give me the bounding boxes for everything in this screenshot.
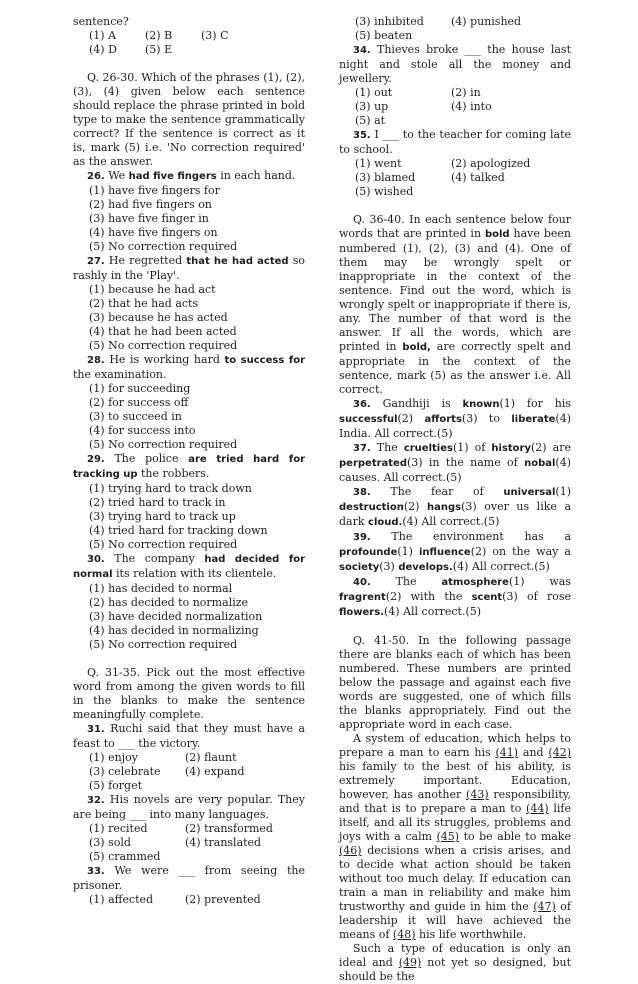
question-35: 35. I ___ to the teacher for coming late to school. (1) went (2) apologized (3) blamed (4) talked (5) wished	[339, 128, 571, 198]
option: (4) that he had been acted	[89, 325, 237, 338]
bold-word: flowers.	[339, 607, 384, 618]
question-33: 33. We were ___ from seeing the prisoner. (1) affected (2) prevented	[73, 864, 305, 906]
question-39	[339, 530, 571, 575]
question-number: 31.	[87, 724, 105, 735]
options	[73, 822, 305, 864]
bold-word: known	[462, 399, 500, 410]
text-segment: (1) was	[508, 575, 571, 588]
option: (5) No correction required	[89, 339, 238, 352]
bold-word: scent	[471, 592, 503, 603]
text-segment: The fear of	[390, 485, 504, 498]
options	[73, 382, 305, 452]
bold-phrase: had five fingers	[128, 171, 217, 182]
blank-number: (42)	[548, 746, 571, 759]
blank-number: (49)	[398, 956, 422, 969]
option: (3) have decided normalization	[89, 610, 263, 623]
option: (3) blamed	[355, 171, 416, 184]
option: (1) for succeeding	[89, 382, 191, 395]
text-segment: (2) on the way a	[470, 545, 571, 558]
option: (2) for success off	[89, 396, 189, 409]
option: (5) No correction required	[89, 438, 238, 451]
option: (4) into	[451, 100, 492, 113]
question-number: 36.	[353, 399, 371, 410]
option: (5) No correction required	[89, 240, 238, 253]
bold-word: cloud.	[368, 517, 403, 528]
bold-phrase: are tried hard for tracking up	[73, 454, 306, 480]
option: (5) No correction required	[89, 638, 238, 651]
bold-word: society	[339, 562, 380, 573]
text-segment: Such a type of education is only an ideal and	[339, 942, 571, 969]
option: (2) apologized	[451, 157, 531, 170]
options	[73, 893, 305, 907]
question-40	[339, 575, 571, 620]
question-number: 27.	[87, 256, 105, 267]
question-number: 37.	[353, 443, 371, 454]
option: (4) has decided in normalizing	[89, 624, 259, 637]
text-segment: (3) of rose	[502, 590, 571, 603]
option: (3) up	[355, 100, 389, 113]
option: (3) have five finger in	[89, 212, 209, 225]
options	[339, 157, 571, 199]
text-segment: Gandhiji is	[382, 397, 463, 410]
question-32: 32. His novels are very popular. They are being ___ into many languages. (1) recited (2) transformed (3) sold (4) translated (5) crammed	[73, 793, 305, 863]
bold-phrase: that he had acted	[186, 256, 289, 267]
text-segment: life itself, and all its struggles, problems and joys with a calm	[339, 802, 571, 843]
question-number: 32.	[87, 795, 105, 806]
bold-word: liberate	[511, 414, 556, 425]
bold-word: perpetrated	[339, 458, 407, 469]
text-segment: responsibility, and that is to prepare a man to	[339, 788, 572, 815]
text-segment: (4) India. All correct.(5)	[339, 412, 571, 440]
text-segment: A system of education, which helps to prepare a man to earn his	[339, 732, 571, 759]
bold-word: destruction	[339, 502, 404, 513]
option: (4) have five fingers on	[89, 226, 218, 239]
text-segment: (3) to	[461, 412, 512, 425]
option: (4) punished	[451, 15, 522, 28]
passage-paragraph	[339, 732, 571, 942]
option: (2) tried hard to track in	[89, 496, 226, 509]
text-segment: (3) over us like a dark	[339, 500, 572, 528]
bold-phrase: to success for	[224, 355, 305, 366]
option: (3) to succeed in	[89, 410, 182, 423]
right-column	[339, 15, 571, 984]
text-segment: (4) causes. All correct.(5)	[339, 456, 571, 484]
bold-word: develops.	[398, 562, 453, 573]
text-segment: (3)	[379, 560, 399, 573]
bold-word: fragrent	[339, 592, 386, 603]
option: (5) beaten	[355, 29, 413, 42]
text-segment: (4) All correct.(5)	[402, 515, 500, 528]
option: (2) that he had acts	[89, 297, 199, 310]
bold-word: successful	[339, 414, 398, 425]
option: (3) because he has acted	[89, 311, 228, 324]
option: (2) has decided to normalize	[89, 596, 249, 609]
bold-word: profounde	[339, 547, 398, 558]
question-38	[339, 485, 571, 530]
question-31: 31. Ruchi said that they must have a feast to ___ the victory. (1) enjoy (2) flaunt (3) celebrate (4) expand (5) forget	[73, 722, 305, 792]
option: (5) at	[355, 114, 386, 127]
option: (1) have five fingers for	[89, 184, 220, 197]
text-segment: (2) are	[531, 441, 571, 454]
question-number: 34.	[353, 45, 371, 56]
bold-word: afforts	[424, 414, 462, 425]
option: (2) transformed	[185, 822, 273, 835]
text-segment: (1) of	[452, 441, 492, 454]
option: (1) recited	[89, 822, 148, 835]
text-segment: (1)	[555, 485, 572, 498]
question-number: 28.	[87, 355, 105, 366]
question-27: 27. He regretted that he had acted so rashly in the 'Play'. (1) because he had act (2) that he had acts (3) because he has acted (4) that he had been acted (5) No correction required	[73, 254, 306, 352]
text-segment: and	[518, 746, 549, 759]
options	[339, 86, 571, 128]
bold-word: influence	[419, 547, 471, 558]
blank-number: (43)	[466, 788, 489, 801]
option: (4) for success into	[89, 424, 196, 437]
option: (5) No correction required	[89, 538, 238, 551]
text-segment: to be able to make	[459, 830, 571, 843]
option: (5) E	[145, 43, 173, 56]
option: (4) tried hard for tracking down	[89, 524, 268, 537]
option: (1) went	[355, 157, 402, 170]
text-segment: decisions when a crisis arises, and to decide what action should be taken without too much delay. If education can train a man in reliability and make him trustworthy and guide in him the	[339, 844, 571, 913]
continued-sentence: sentence?	[73, 15, 129, 28]
option: (1) enjoy	[89, 751, 138, 764]
instruction-31-35: Q. 31-35. Pick out the most effective word from among the given words to fill in the blanks to make the sentence meaningfully complete.	[73, 666, 305, 721]
blank-number: (44)	[526, 802, 549, 815]
blank-number: (47)	[533, 900, 556, 913]
left-column	[73, 15, 305, 907]
question-33-options-continued	[339, 15, 571, 43]
option: (5) forget	[89, 779, 143, 792]
option: (3) trying hard to track up	[89, 510, 236, 523]
text-segment: of leadership it will have achieved the means of	[339, 900, 571, 941]
text-segment: (4) All correct.(5)	[384, 605, 482, 618]
option: (1) trying hard to track down	[89, 482, 252, 495]
question-number: 38.	[353, 487, 371, 498]
text-segment: (1)	[397, 545, 419, 558]
text-segment: The environment has a	[391, 530, 571, 543]
bold-word: nobal	[524, 458, 556, 469]
text-segment: (2)	[403, 500, 427, 513]
question-28: 28. He is working hard to success for the examination. (1) for succeeding (2) for success off (3) to succeed in (4) for success into (5) No correction required	[73, 353, 305, 451]
option: (4) talked	[451, 171, 505, 184]
question-36	[339, 397, 571, 441]
bold-word: history	[491, 443, 531, 454]
question-number: 35.	[353, 130, 371, 141]
bold-word: atmosphere	[441, 577, 509, 588]
bold-word: hangs	[427, 502, 462, 513]
option: (2) prevented	[185, 893, 261, 906]
options	[73, 482, 305, 552]
text-segment: (2) with the	[385, 590, 472, 603]
passage-paragraph	[339, 942, 571, 984]
blank-number: (46)	[339, 844, 362, 857]
option: (1) out	[355, 86, 393, 99]
option: (4) D	[89, 43, 117, 56]
option: (5) wished	[355, 185, 414, 198]
text-segment: (2)	[397, 412, 425, 425]
question-26: 26. We had five fingers in each hand. (1) have five fingers for (2) had five fingers on (3) have five finger in (4) have five fingers on (5) No correction required	[73, 169, 305, 254]
text-segment: The	[395, 575, 442, 588]
text-segment: The	[376, 441, 404, 454]
option: (3) sold	[89, 836, 131, 849]
options	[73, 283, 305, 353]
question-34: 34. Thieves broke ___ the house last night and stole all the money and jewellery. (1) out (2) in (3) up (4) into (5) at	[339, 43, 571, 127]
question-number: 30.	[87, 554, 105, 565]
blank-number: (41)	[495, 746, 519, 759]
question-number: 39.	[353, 532, 371, 543]
instruction-36-40: Q. 36-40. In each sentence below four words that are printed in bold have been numbered (1), (2), (3) and (4). One of them may be wrongly spelt or inappropriate in the context of the sentence. Find out the word, which is wrongly spelt or inappropriate if there is, any. The number of that word is the answer. If all the words, which are printed in bold, are correctly spelt and appropriate in the context of the sentence, mark (5) as the answer i.e. All correct.	[339, 213, 571, 396]
bold-word: cruelties	[403, 443, 453, 454]
question-37	[339, 441, 571, 485]
instruction-26-30: Q. 26-30. Which of the phrases (1), (2), (3), (4) given below each sentence should replace the phrase printed in bold type to make the sentence grammatically correct? If the sentence is correct as it is, mark (5) i.e. 'No correction required' as the answer.	[73, 71, 305, 168]
blank-number: (48)	[392, 928, 416, 941]
text-segment: his life worthwhile.	[415, 928, 527, 941]
option: (4) translated	[185, 836, 262, 849]
option: (4) expand	[185, 765, 245, 778]
question-number: 40.	[353, 577, 371, 588]
option: (2) in	[451, 86, 481, 99]
blank-number: (45)	[436, 830, 460, 843]
option: (3) inhibited	[355, 15, 424, 28]
continued-options	[73, 29, 305, 57]
question-number: 26.	[87, 171, 105, 182]
text-segment: not yet so designed, but should be the	[339, 956, 571, 983]
question-30: 30. The company had decided for normal its relation with its clientele. (1) has decided to normal (2) has decided to normalize (3) have decided normalization (4) has decided in normalizing (5) No correction required	[73, 552, 306, 651]
option: (2) flaunt	[185, 751, 237, 764]
bold-word: universal	[503, 487, 556, 498]
option: (2) B	[145, 29, 173, 42]
option: (3) celebrate	[89, 765, 161, 778]
option: (2) had five fingers on	[89, 198, 212, 211]
question-number: 33.	[87, 866, 105, 877]
question-number: 29.	[87, 454, 105, 465]
option: (1) affected	[89, 893, 154, 906]
text-segment: (4) All correct.(5)	[452, 560, 550, 573]
bold-phrase: had decided for normal	[73, 554, 306, 580]
options	[73, 184, 305, 254]
options	[73, 751, 305, 793]
instruction-41-50: Q. 41-50. In the following passage there are blanks each of which has been numbered. These numbers are printed below the passage and against each five words are suggested, one of which fills the blanks appropriately. Find out the appropriate word in each case.	[339, 634, 571, 731]
option: (1) has decided to normal	[89, 582, 233, 595]
options	[73, 582, 305, 652]
text-segment: (1) for his	[499, 397, 571, 410]
option: (5) crammed	[89, 850, 161, 863]
text-segment: (3) in the name of	[407, 456, 525, 469]
option: (3) C	[201, 29, 229, 42]
text-segment: his family to the best of his ability, is extremely important. Education, however, has another	[339, 760, 571, 801]
option: (1) A	[89, 29, 117, 42]
option: (1) because he had act	[89, 283, 216, 296]
question-29: 29. The police are tried hard for tracking up the robbers. (1) trying hard to track down (2) tried hard to track in (3) trying hard to track up (4) tried hard for tracking down (5) No correction required	[73, 452, 306, 551]
